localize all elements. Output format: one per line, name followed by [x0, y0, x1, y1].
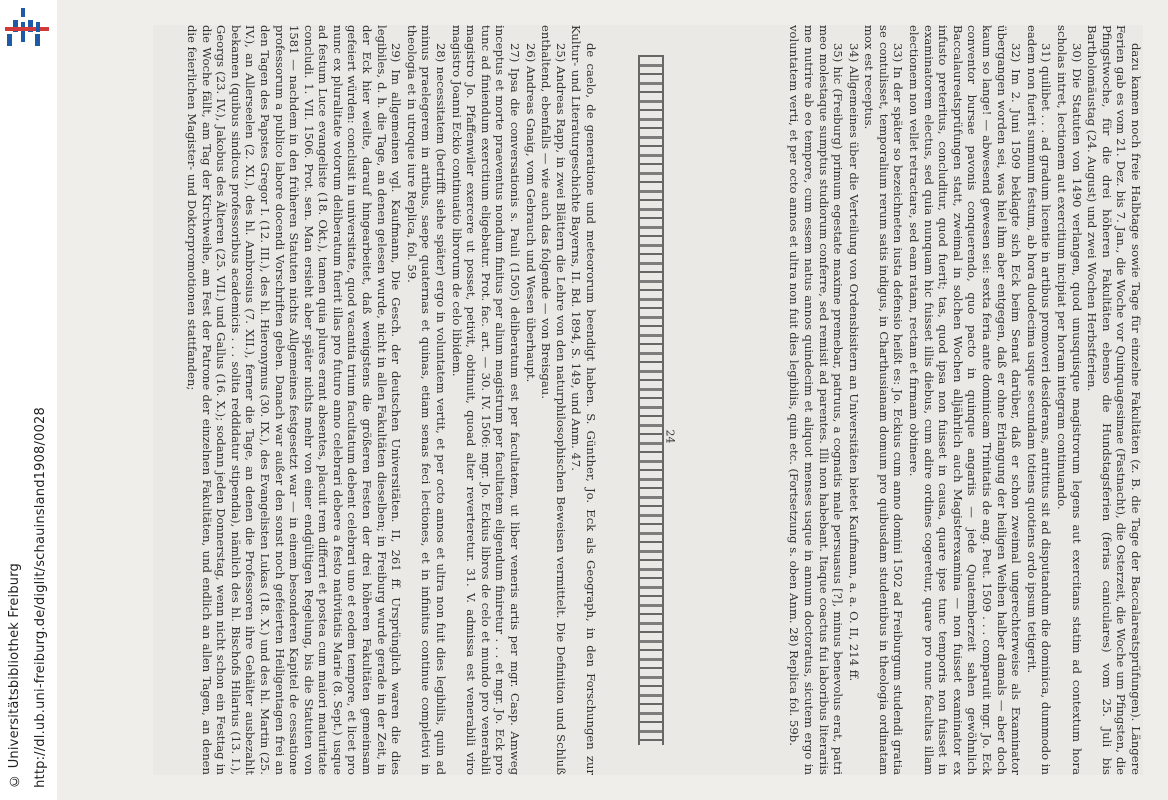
- right-page-half: [698, 25, 1143, 775]
- footnote-paragraph: 34) Allgemeines über die Verteilung von Ordensbisitern an Universitäten bietet Kaufmann, a. a. O. II, 214 ff.: [846, 43, 861, 682]
- ornamental-divider: [638, 55, 664, 745]
- footnote-paragraph: 25) Andreas Rapp, in zwei Blättern die Lehre von den naturphilosophischen Beweisen vermittelt. Die Definition und Schluß enthaltend, ebenfalls — wie auch das folgende — von Breisgau.: [539, 25, 568, 775]
- footnote-paragraph: dazu kamen noch freie Halbtage sowie Tage für einzelne Fakultäten (z. B. die Tage der Baccalareatsprüfungen). Längere Ferien gab es vom 21. Dez. bis 7. Jan., die Woche vor Quinquagesimae (Fastnacht), die Osterzeit, die Woche um Pfingsten, die Pfingstwoche, für die drei höheren Fakultäten ebenso die Hundstagsferien (ferias caniculares) vom 25. Juli bis Bartholomäustag (24. August) und zwei Wochen Herbstferien.: [1085, 25, 1143, 775]
- footnote-paragraph: 31) quilibet . . . ad gradum licentie in artibus promoveri desiderans, antrittus sit ad disputandum die dominica, dummodo in eadem non fuerit summum festum, ab hora duodecima usque secundam totiens quotiens ordo ipsum tetigerit.: [1024, 25, 1054, 775]
- footnote-paragraph: 28) necessitatem (betrifft siehe später) ergo in voluntatem vertit, et per octo annos et ultra non fuit dies legibilis, quin ad minus praelegerem in artibus, saepe quaternas et quinas, etiam senas feci lectiones, et in infinitus continue completivi in theologia et in utroque iure Replica, fol. 59.: [404, 25, 449, 775]
- page-number: 24: [663, 429, 677, 444]
- viewer-sidebar: [0, 0, 58, 800]
- left-text-block: [153, 25, 598, 775]
- footnote-paragraph: 26) Andreas Gnaig, vom Gebrauch und Wesen überhaupt.: [523, 43, 538, 383]
- footnote-paragraph: 32) Im 2. Juni 1509 beklagte sich Eck beim Senat darüber, daß er schon zweimal ungerechterweise als Examinator übergangen worden sei, was hiel ihm aber entgegen, daß er ohne Erlangung der heiligen Weihen halber damals — aber doch kaum so lange! — abwesend gewesen sei: sexta feria ante dominicam Trinitatis de ang. Peut. 1509 . . . comparuit mgr. Jo. Eck conventor bursae pavonis conquerendo, quo pacto in quinque angariis — jede Quatemberzeit sahen gewöhnlich Baccalaureatsprüfungen statt, zweimal in solchen Wochen alljährlich auch Magisterexamina — non fuisset examinator ex infusto preteritus, concluditur, quod fuerit; tas, quod ipsa non fuisset in causa, quare ipse tunc temporis non fuisset in examinatorem electus, sed quia nunquam hic fuisset illis diebus, cum adire ordines cogeretur, quare pro nunc facultas illam electionem non vellet retractare, sed eam ratam, rectam et firmam obtinere.: [907, 25, 1024, 775]
- page-gutter: [598, 25, 698, 775]
- footnote-paragraph: 27) Ipsa die conversationis s. Pauli (1505) deliberatum est per facultatem, ut liber veneris artis per mgr. Casp. Amweg inceptus et morte praeventus nondum finitus per alium magistrum per facultatem eligendum finiretur . . . et mgr. Jo. Eck pro tunc ad finiendum exercitium eligebatur. Prot. fac. art. — 30. IV. 1506: mgr. Jo. Eckius libros de celo et mundo pro venerabili magistro Jo. Pfaffenwiler exercere ut posset, petivit, obtinuit, quoad alter reverteretur. 31. V. admissa est venerabili viro magistro Joanni Eckio continuatio librorum de celo libidem.: [449, 25, 523, 775]
- footnote-paragraph: de caelo, de generatione und meteororum beendigt haben. S. Günther, Jo. Eck als Geograph, in den Forschungen zur Kultur- und Literaturgeschichte Bayerns, II. Bd. 1894, S. 149, und Anm. 47.: [569, 25, 598, 775]
- scanned-page-viewer[interactable]: [57, 0, 1168, 800]
- library-logo-icon[interactable]: [5, 8, 49, 50]
- left-page-half: [153, 25, 598, 775]
- right-text-block: [698, 25, 1143, 775]
- footnote-paragraph: 30) Die Statuten von 1490 verlangen, quod unusquisque magistrorum legens aut exercitans statim ad contextum hora scholas intret, lectionem aut exercitium incipiat per horam integram continuando.: [1055, 25, 1084, 775]
- scanned-page: [153, 25, 1143, 775]
- copyright-notice: © Universitätsbibliothek Freiburg: [7, 563, 22, 788]
- footnote-paragraph: 35) hic (Freiburg) primum egestate maxime premebar, patruus, a cognatis male persuasus [?], minus benevolus erat, patri meo molestaque sumptus studiorum conferre, sed remisit ad parentes. Illi non habebant. Itaque coactus fui laboribus literariis me nutrire ab eo tempore, cum essem natus annos quindecim et aliquot menses usque in annum doctoratus, sicutem ergo in voluntatem verti, et per octo annos et ultra non fuit dies legibilis, quin etc. (Fortsetzung s. oben Anm. 28) Replica fol. 59b.: [787, 25, 846, 775]
- footnote-paragraph: 33) In der später so bezeichneten iusta defensio heißt es: Jo. Eckius cum anno domini 1502 ad Freiburgum studendi gratia se contulisset, temporalium rerum satis indigus, in Charthusianam domum pro quibusdam studentibus in theologia ordinatam mox est receptus.: [862, 25, 906, 775]
- footnote-paragraph: 29) Im allgemeinen vgl. Kaufmann, Die Gesch. der deutschen Universitäten. II, 261 ff. Ursprünglich waren die dies legibiles, d. h. die Tage, an denen gelesen wurde, nicht in allen Fakultäten dieselben; in Freiburg wurde gerade in der Zeit, in der Eck hier weilte, darauf hingearbeitet, daß wenigstens die größeren Festen der drei höheren Fakultäten gemeinsam gefeiert würden: conclusit in universitate, quod vacantia trium facultatum debent celebrari uno et eodem tempore, et licet pro nunc ex pluralitate votorum deliberatum fuerit illas pro futuro anno celebrari debere a festo nativitatis Marie (8. Sept.) usque ad festum Luce evangeliste (18. Okt.), tamen quia plures erant absentes, placuit rem differri et postea cum maiori maturitate concludi. 1. VII. 1506. Prot. sen. Man ersieht aber später nichts mehr von einer endgültigen Regelung, bis die Statuten von 1581 — nachdem in den früheren Statuten nichts Allgemeines festgesetzt war — in einem besonderen Kapitel de cessatione professorum a publico labore docendi Vorschriften geben. Danach war außer den sonst noch gefeierten Heiligentagen frei an den Tagen des Papstes Gregor I. (12. III.), des hl. Hieronymus (30. IX.), des Evangelisten Lukas (18. X.) und des hl. Martin (25. IV.), an Allerseelen (2. XI.), des hl. Ambrosius (7. XII.), ferner die Tage, an denen die Professoren ihre Gehälter ausbezahlt bekamen (quibus sindicus professoribus academicis . . . solita reddidatur stipendia), nämlich des hl. Bischofs Hilarius (13. I.), Georgs (23. IV.), Jakobus des Älteren (25. VII.) und Gallus (16. X.); sodann jeden Donnerstag, wenn nicht schon ein Festtag in die Woche fällt, am Tag der Kirchweihe, am Fest der Patrone der einzelnen Fakultäten, und endlich an allen Tagen, an denen die feierlichen Magister- und Doktorpromotionen stattfanden;: [184, 25, 404, 775]
- permalink-url[interactable]: http://dl.ub.uni-freiburg.de/diglit/schauinsland1908/0028: [33, 407, 48, 788]
